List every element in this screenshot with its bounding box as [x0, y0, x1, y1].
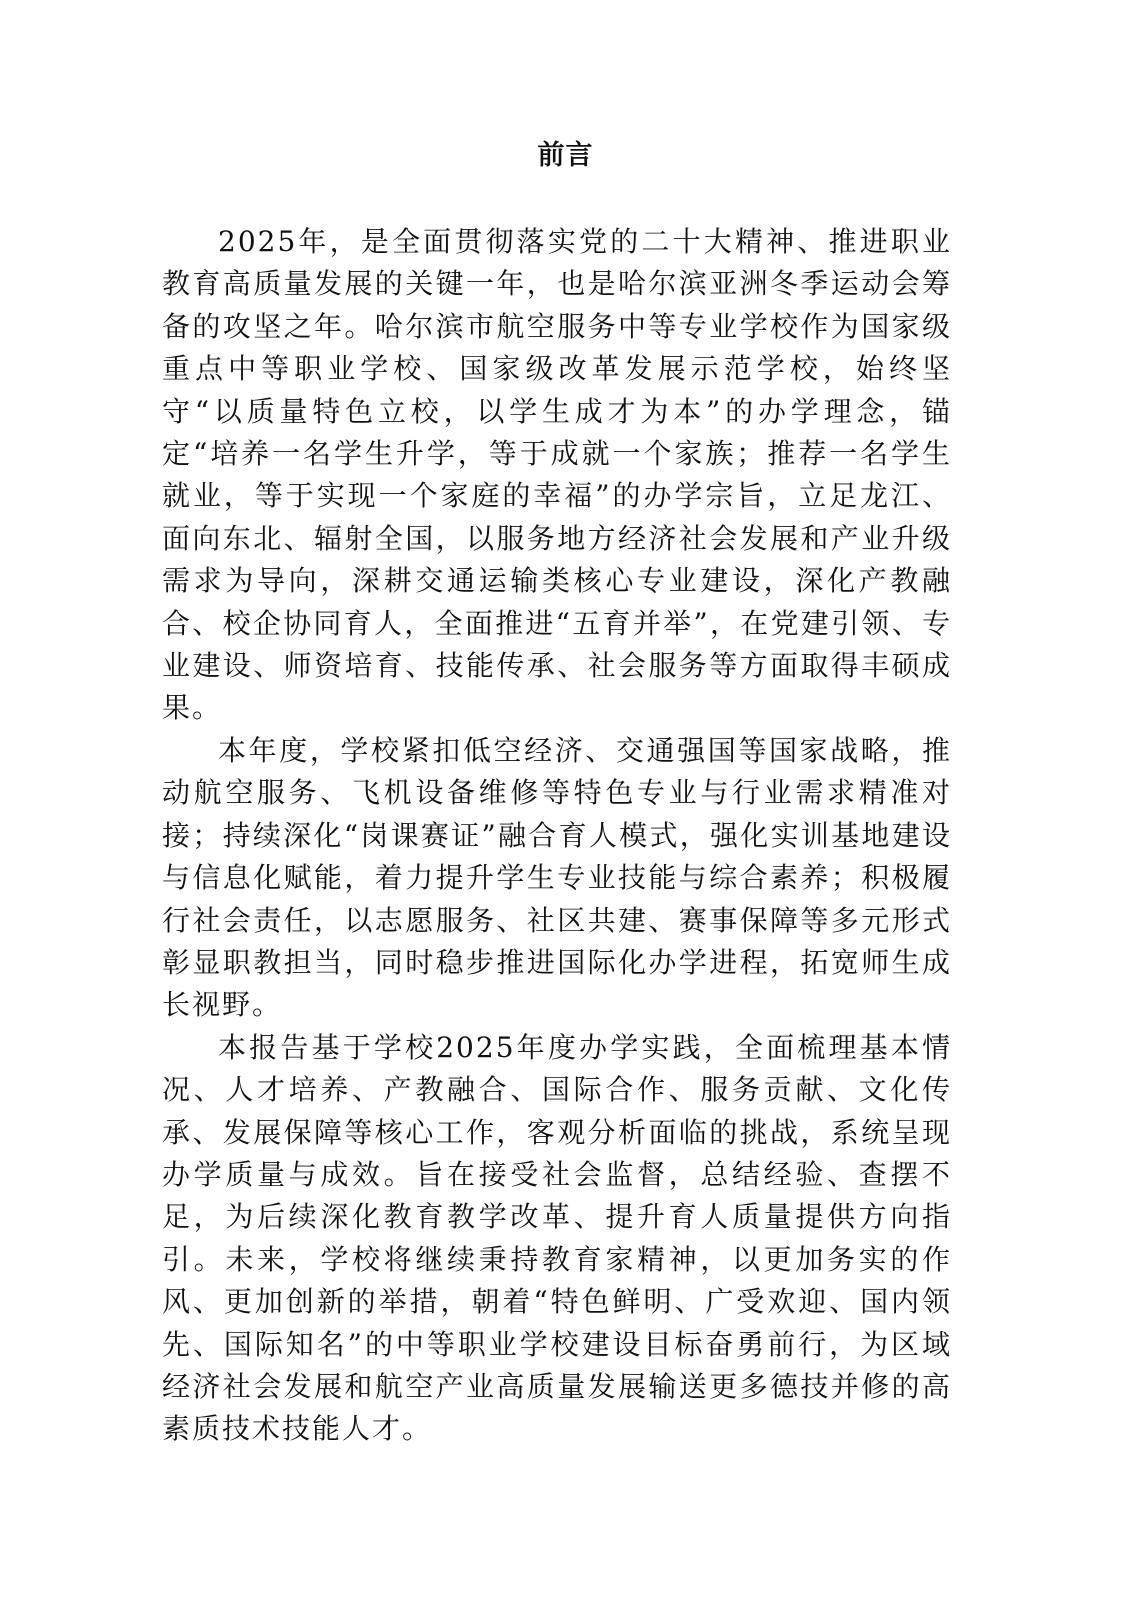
- preface-body: [162, 221, 952, 1451]
- paragraph-1: 2025年，是全面贯彻落实党的二十大精神、推进职业教育高质量发展的关键一年，也是哈尔滨亚洲冬季运动会筹备的攻坚之年。哈尔滨市航空服务中等专业学校作为国家级重点中等职业学校、国家级改革发展示范学校，始终坚守“以质量特色立校，以学生成才为本”的办学理念，锚定“培养一名学生升学，等于成就一个家族；推荐一名学生就业，等于实现一个家庭的幸福”的办学宗旨，立足龙江、面向东北、辐射全国，以服务地方经济社会发展和产业升级需求为导向，深耕交通运输类核心专业建设，深化产教融合、校企协同育人，全面推进“五育并举”，在党建引领、专业建设、师资培育、技能传承、社会服务等方面取得丰硕成果。: [162, 225, 952, 725]
- paragraph-3: 本报告基于学校2025年度办学实践，全面梳理基本情况、人才培养、产教融合、国际合作、服务贡献、文化传承、发展保障等核心工作，客观分析面临的挑战，系统呈现办学质量与成效。旨在接受社会监督，总结经验、查摆不足，为后续深化教育教学改革、提升育人质量提供方向指引。未来，学校将继续秉持教育家精神，以更加务实的作风、更加创新的举措，朝着“特色鲜明、广受欢迎、国内领先、国际知名”的中等职业学校建设目标奋勇前行，为区域经济社会发展和航空产业高质量发展输送更多德技并修的高素质技术技能人才。: [162, 1030, 952, 1446]
- paragraph-2: 本年度，学校紧扣低空经济、交通强国等国家战略，推动航空服务、飞机设备维修等特色专业与行业需求精准对接；持续深化“岗课赛证”融合育人模式，强化实训基地建设与信息化赋能，着力提升学生专业技能与综合素养；积极履行社会责任，以志愿服务、社区共建、赛事保障等多元形式彰显职教担当，同时稳步推进国际化办学进程，拓宽师生成长视野。: [162, 733, 952, 1022]
- page-title: 前言: [537, 140, 594, 171]
